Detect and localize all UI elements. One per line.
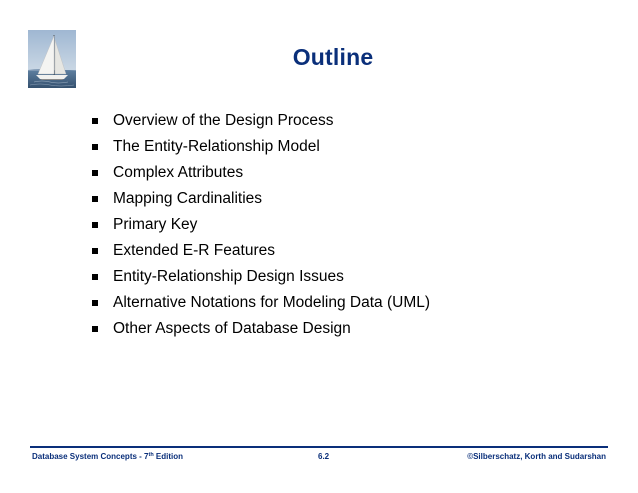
footer-edition-text: Edition (153, 452, 184, 461)
list-item (92, 134, 430, 160)
list-item (92, 186, 430, 212)
square-bullet-icon (92, 196, 98, 202)
footer-divider (30, 446, 608, 448)
list-item-text: Overview of the Design Process (113, 112, 334, 129)
list-item (92, 238, 430, 264)
square-bullet-icon (92, 300, 98, 306)
list-item (92, 316, 430, 342)
list-item (92, 160, 430, 186)
footer-edition-superscript: th (148, 452, 154, 458)
list-item (92, 212, 430, 238)
list-item-text: Mapping Cardinalities (113, 190, 263, 207)
list-item-text: Primary Key (113, 216, 198, 233)
square-bullet-icon (92, 326, 98, 332)
square-bullet-icon (92, 274, 98, 280)
list-item-text: Other Aspects of Database Design (113, 320, 351, 337)
outline-list (92, 108, 430, 342)
list-item (92, 264, 430, 290)
list-item-text: Entity-Relationship Design Issues (113, 268, 344, 285)
square-bullet-icon (92, 170, 98, 176)
list-item-text: Extended E-R Features (113, 242, 275, 259)
square-bullet-icon (92, 248, 98, 254)
list-item (92, 108, 430, 134)
footer-slide-number: 6.2 (318, 452, 330, 461)
list-item (92, 290, 430, 316)
square-bullet-icon (92, 222, 98, 228)
footer-book-title (32, 452, 183, 461)
list-item-text: Complex Attributes (113, 164, 244, 181)
slide-title: Outline (292, 44, 374, 70)
square-bullet-icon (92, 118, 98, 124)
footer-copyright: ©Silberschatz, Korth and Sudarshan (467, 452, 606, 461)
footer-book-title-text: Database System Concepts - 7 (32, 452, 149, 461)
list-item-text: Alternative Notations for Modeling Data (UML) (113, 294, 431, 311)
square-bullet-icon (92, 144, 98, 150)
list-item-text: The Entity-Relationship Model (113, 138, 320, 155)
